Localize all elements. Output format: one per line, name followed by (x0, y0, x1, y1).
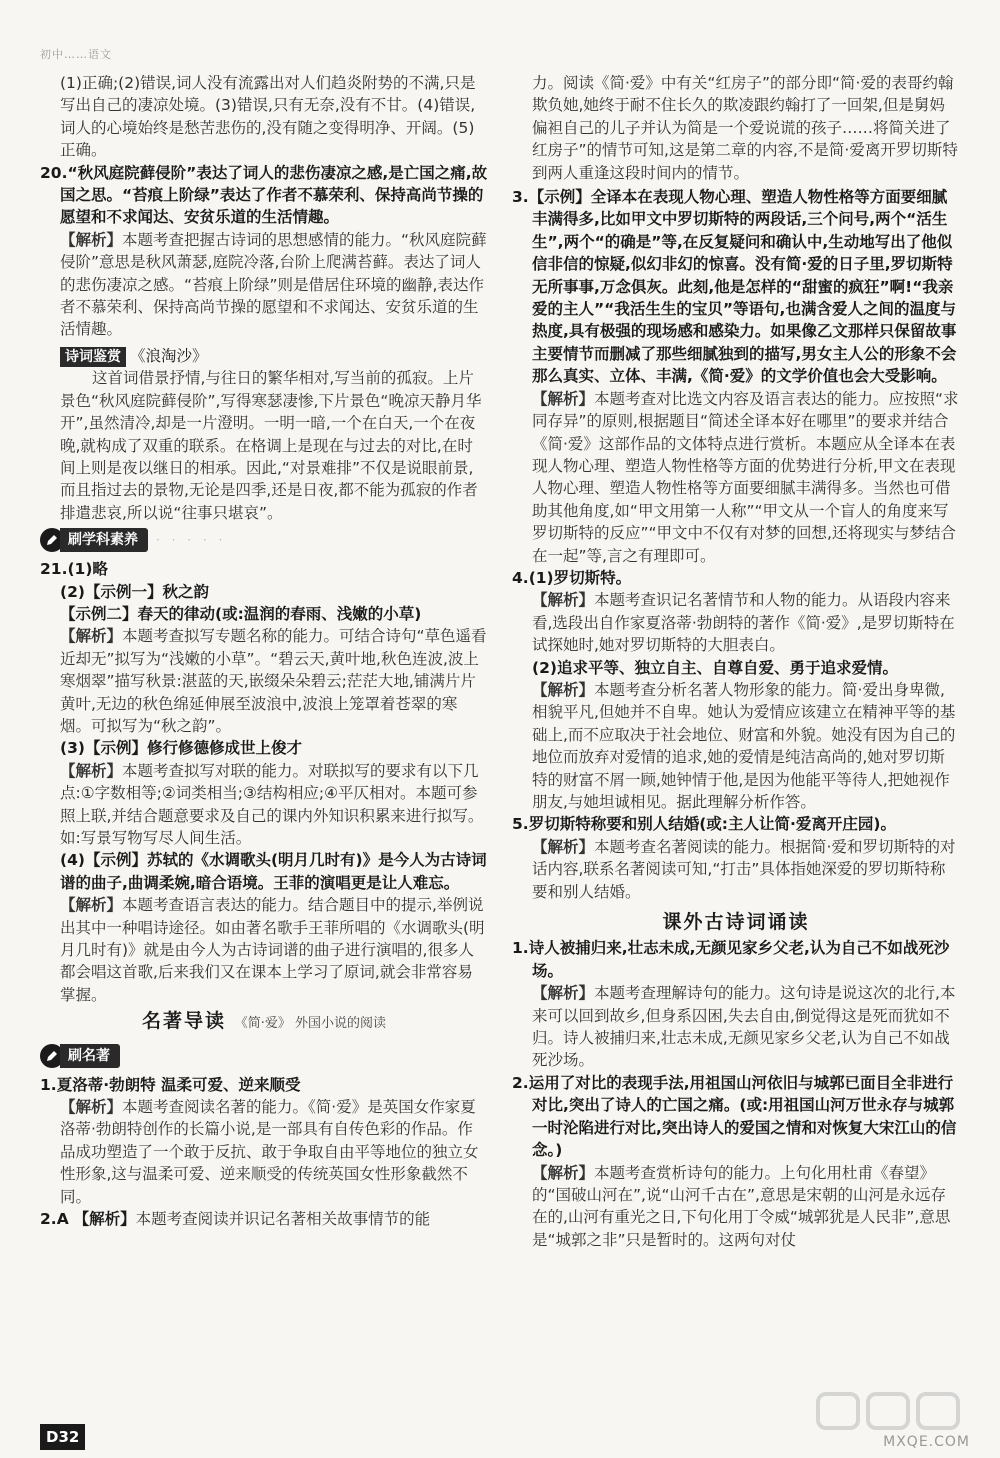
page-number: D32 (40, 1424, 85, 1450)
poem-appreciation-text: 这首词借景抒情,与往日的繁华相对,写当前的孤寂。上片景色“秋风庭院藓侵阶”,写得寒瑟凄惨,下片景色“晚凉天静月华开”,虽然清冷,却是一片澄明。一明一暗,一个在白天,一个在夜晚,就构成了双重的联系。在格调上是现在与过去的对比,在时间上则是夜以继日的相承。因此,“对景难排”不仅是说眼前景,而且指过去的景物,无论是四季,还是日夜,都不能为孤寂的作者排遣悲哀,所以说“往事只堪哀”。 (60, 369, 482, 522)
watermark-text: MXQE.COM (883, 1434, 970, 1450)
m4-2-analysis (512, 679, 960, 813)
q21-4-analysis (40, 894, 488, 1006)
right-column (512, 72, 960, 1251)
analysis-label: 【解析】 (60, 230, 123, 249)
analysis-text: 本题考查语言表达的能力。结合题目中的提示,举例说出其中一种唱诗途径。如由著名歌手王菲所唱的《水调歌头(明月几时有)》就是由今人为古诗词谱的曲子进行演唱的,很多人都会唱这首歌,后来我们又在课本上学习了原词,就会非常容易掌握。 (60, 896, 485, 1004)
m5-analysis (512, 836, 960, 903)
analysis-text: 本题考查拟写专题名称的能力。可结合诗句“草色遥看近却无”拟写为“浅嫩的小草”。“碧云天,黄叶地,秋色连波,波上寒烟翠”描写秋景:湛蓝的天,嵌缀朵朵碧云;茫茫大地,铺满片片黄叶,无边的秋色绵延伸展至波浪中,波浪上笼罩着苍翠的寒烟。可拟写为“秋之韵”。 (60, 627, 487, 735)
q21-2-analysis (40, 625, 488, 737)
k1-number: 1. (512, 939, 529, 958)
analysis-text: 本题考查分析名著人物形象的能力。简·爱出身卑微,相貌平凡,但她并不自卑。她认为爱情应该建立在精神平等的基础上,而不应取决于社会地位、财富和外貌。她没有因为自己的地位而放弃对爱情的追求,她的爱情是纯洁高尚的,她对罗切斯特的财富不屑一顾,她钟情于他,是因为他能平等待人,把她视作朋友,与她坦诚相见。据此理解分析作答。 (532, 680, 956, 811)
analysis-text: 本题考查识记名著情节和人物的能力。从语段内容来看,选段出自作家夏洛蒂·勃朗特的著作《简·爱》,是罗切斯特在试探她时,她对罗切斯特的大胆表白。 (532, 591, 955, 655)
analysis-label: 【解析】 (532, 389, 595, 408)
q21-1-answer: (1)略 (67, 560, 108, 579)
banner-label: 刷学科素养 (60, 528, 148, 552)
analysis-label: 【解析】 (532, 680, 595, 699)
m4-1 (512, 567, 960, 589)
analysis-label: 【解析】 (532, 1163, 595, 1182)
analysis-text: 本题考查对比选文内容及语言表达的能力。应按照“求同存异”的原则,根据题目“简述全译本好在哪里”的要求并结合《简·爱》这部作品的文体特点进行赏析。本题应从全译本在表现人物心理、塑造人物性格等方面的优势进行分析,甲文在表现人物心理、塑造人物性格等方面要细腻丰满得多。当然也可借助其他角度,如“甲文用第一人称”“甲文从一个盲人的角度来写罗切斯特的反应”“甲文中不仅有对梦的回想,还将现实与梦结合在一起”等,言之有理即可。 (532, 389, 959, 565)
q21-3-answer: (3)【示例】修行修德修成世上俊才 (60, 739, 302, 758)
analysis-label: 【解析】 (532, 984, 595, 1003)
section-title: 课外古诗词诵读 (662, 911, 810, 934)
k2-analysis (512, 1162, 960, 1252)
m1-number: 1. (40, 1075, 57, 1094)
analysis-label: 【解析】 (60, 1098, 123, 1117)
analysis-label: 【解析】 (60, 627, 123, 646)
analysis-label: 【解析】 (60, 896, 123, 915)
analysis-text: 本题考查阅读名著的能力。《简·爱》是英国女作家夏洛蒂·勃朗特创作的长篇小说,是一部具有自传色彩的作品。作品成功塑造了一个敢于反抗、敢于争取自由平等地位的独立女性形象,这与温柔可爱、逆来顺受的传统英国女性形象截然不同。 (60, 1098, 479, 1206)
poem-appreciation-tag: 诗词鉴赏 (60, 347, 126, 367)
m4-1-answer: (1)罗切斯特。 (528, 568, 632, 587)
section-subtitle: 《简·爱》 外国小说的阅读 (234, 1016, 386, 1032)
m2-answer: A (56, 1210, 69, 1229)
analysis-label: 【解析】 (60, 761, 123, 780)
left-column (40, 72, 488, 1231)
analysis-text: 本题考查拟写对联的能力。对联拟写的要求有以下几点:①字数相等;②词类相当;③结构相应;④平仄相对。本题可参照上联,并结合题意要求及自己的课内外知识积累来进行拟写。如:写景写物写尽人间生活。 (60, 761, 484, 847)
m3 (512, 186, 960, 388)
analysis-text: 本题考查阅读并识记名著相关故事情节的能 (135, 1210, 431, 1229)
analysis-label: 【解析】 (532, 837, 595, 856)
section-title: 名著导读 (142, 1010, 227, 1033)
k2-number: 2. (512, 1073, 529, 1092)
m4-number: 4. (512, 568, 529, 587)
k1-answer: 诗人被捕归来,壮志未成,无颜见家乡父老,认为自己不如战死沙场。 (528, 939, 950, 980)
q21-1 (40, 558, 488, 580)
m1-analysis (40, 1096, 488, 1208)
section-heading-poetry (512, 911, 960, 933)
q20-answer: “秋风庭院藓侵阶”表达了词人的悲伤凄凉之感,是亡国之痛,故国之思。“苔痕上阶绿”表达了作者不慕荣利、保持高尚节操的愿望和不求闻达、安贫乐道的生活情趣。 (60, 163, 488, 227)
m2 (40, 1208, 488, 1230)
m3-analysis (512, 388, 960, 567)
m2-number: 2. (40, 1210, 57, 1229)
analysis-text: 本题考查理解诗句的能力。这句诗是说这次的北行,本来可以回到故乡,但身系囚困,失去自由,倒觉得这是死而犹如不归。诗人被捕归来,壮志未成,无颜见家乡父老,认为自己不如战死沙场。 (532, 984, 956, 1070)
banner-label: 刷名著 (60, 1044, 120, 1068)
analysis-text: 本题考查把握古诗词的思想感情的能力。“秋风庭院藓侵阶”意思是秋风萧瑟,庭院冷落,台阶上爬满苔藓。表达了词人的悲伤凄凉之感。“苔痕上阶绿”则是借居住环境的幽静,表达作者不慕荣利、保持高尚节操的愿望和不求闻达、安贫乐道的生活情趣。 (60, 230, 487, 339)
q19-answer: (1)正确;(2)错误,词人没有流露出对人们趋炎附势的不满,只是写出自己的凄凉处境。(3)错误,只有无奈,没有不甘。(4)错误,词人的心境始终是愁苦悲伤的,没有随之变得明净、开阔。(5)正确。 (60, 74, 476, 160)
m1-answer: 夏洛蒂·勃朗特 温柔可爱、逆来顺受 (56, 1075, 301, 1094)
section-heading-classics (40, 1010, 488, 1035)
q20-number: 20. (40, 163, 68, 182)
m4-2-answer: (2)追求平等、独立自主、自尊自爱、勇于追求爱情。 (532, 658, 898, 677)
k1 (512, 937, 960, 982)
running-header: 初中……语文 (40, 48, 112, 61)
poem-appreciation-title: 《浪淘沙》 (130, 346, 208, 365)
analysis-label: 【解析】 (73, 1210, 136, 1229)
k1-analysis (512, 982, 960, 1072)
m2-analysis-continued: 力。阅读《简·爱》中有关“红房子”的部分即“简·爱的表哥约翰欺负她,她终于耐不住长久的欺凌跟约翰打了一回架,但是舅妈偏袒自己的儿子并认为简是一个爱说谎的孩子……将简关进了红房子”的情节可知,这是第二章的内容,不是简·爱离开罗切斯特到两人重逢这段时间内的情节。 (532, 74, 958, 182)
q21-3-analysis (40, 760, 488, 850)
q21-2-example1: (2)【示例一】秋之韵 (60, 582, 209, 601)
analysis-text: 本题考查赏析诗句的能力。上句化用杜甫《春望》的“国破山河在”,说“山河千古在”,意思是宋朝的山河是永远存在的,山河有重光之日,下句化用丁令威“城郭犹是人民非”,意思是“城郭之非”只是暂时的。这两句对仗 (532, 1163, 951, 1249)
q21-number: 21. (40, 560, 68, 579)
banner-dots: · · · · · (156, 532, 227, 547)
q21-2-example2: 【示例二】春天的律动(或:温润的春雨、浅嫩的小草) (60, 604, 422, 623)
poem-appreciation-heading (40, 345, 488, 367)
analysis-label: 【解析】 (532, 591, 595, 610)
q20-analysis (40, 229, 488, 341)
k2-answer: 运用了对比的表现手法,用祖国山河依旧与城郭已面目全非进行对比,突出了诗人的亡国之痛。(或:用祖国山河万世永存与城郭一时沦陷进行对比,突出诗人的爱国之情和对恢复大宋江山的信念。) (528, 1073, 957, 1160)
m3-answer: 【示例】全译本在表现人物心理、塑造人物性格等方面要细腻丰满得多,比如甲文中罗切斯特的两段话,三个问号,两个“活生生”,两个“的确是”等,在反复疑问和确认中,生动地写出了他似信非信的惊疑,似幻非幻的惊喜。没有简·爱的日子里,罗切斯特无所事事,万念俱灰。此刻,他是怎样的“甜蜜的疯狂”啊!“我亲爱的主人”“我活生生的宝贝”等语句,也满含爱人之间的温度与热度,具有极强的现场感和感染力。如果像乙文那样只保留故事主要情节而删减了那些细腻独到的描写,男女主人公的形象不会那么真实、立体、丰满,《简·爱》的文学价值也会大受影响。 (528, 188, 957, 386)
m5-answer: 罗切斯特称要和别人结婚(或:主人让简·爱离开庄园)。 (528, 815, 896, 834)
q20 (40, 162, 488, 229)
banner-classics (40, 1044, 120, 1068)
k2 (512, 1072, 960, 1162)
m5 (512, 813, 960, 835)
m4-1-analysis (512, 589, 960, 656)
m3-number: 3. (512, 188, 529, 207)
m5-number: 5. (512, 815, 529, 834)
q21-4-answer: (4)【示例】苏轼的《水调歌头(明月几时有)》是今人为古诗词谱的曲子,曲调柔婉,暗合语境。王菲的演唱更是让人难忘。 (60, 851, 487, 892)
banner-subject-literacy (40, 528, 226, 552)
m1 (40, 1074, 488, 1096)
analysis-text: 本题考查名著阅读的能力。根据简·爱和罗切斯特的对话内容,联系名著阅读可知,“打击”具体指她深爱的罗切斯特称要和别人结婚。 (532, 837, 956, 901)
